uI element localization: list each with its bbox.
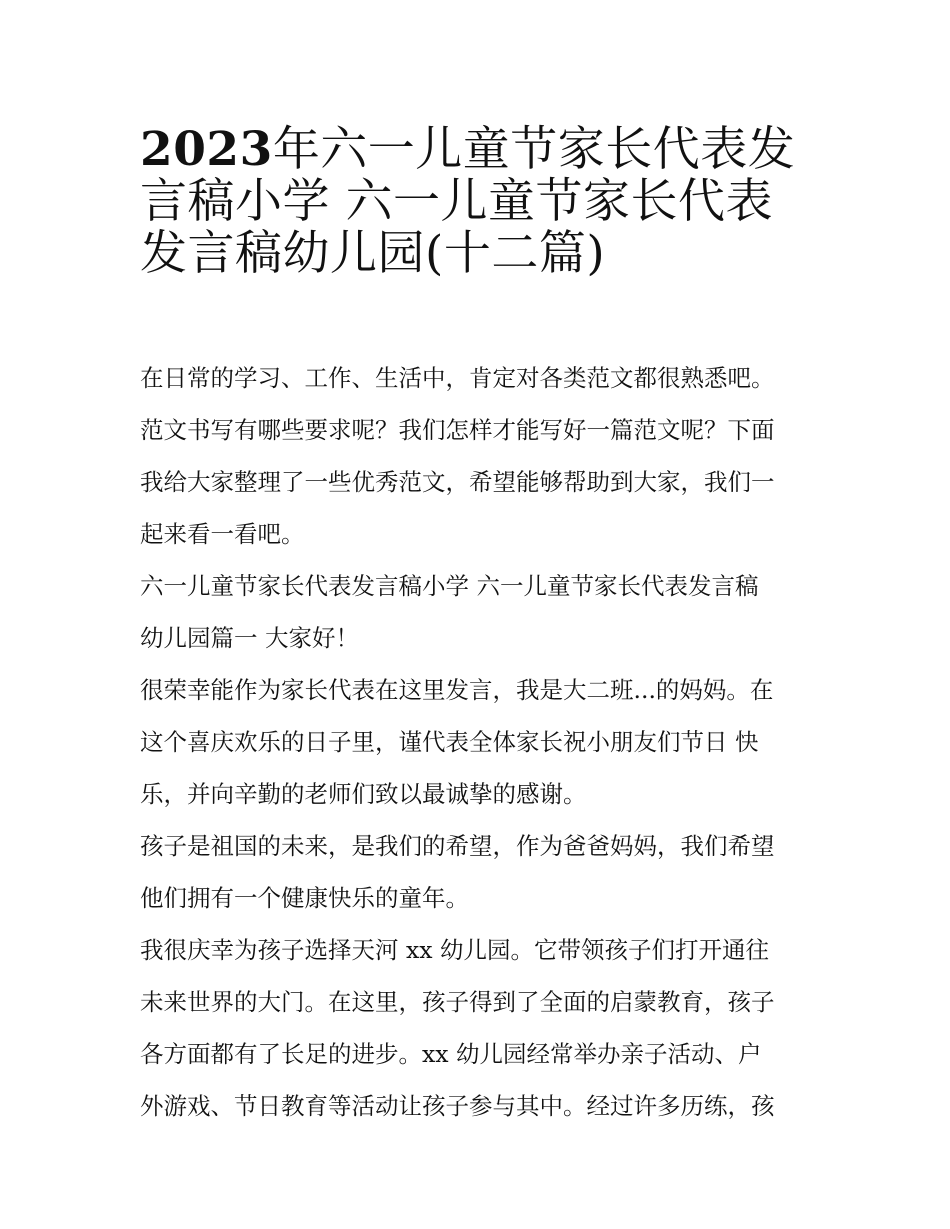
title-line-3: 发言稿幼儿园(十二篇) [140,226,606,281]
body-line: 我很庆幸为孩子选择天河 xx 幼儿园。它带领孩子们打开通往 [140,936,769,964]
body-line: 幼儿园篇一 大家好！ [140,624,359,652]
title-line-1 [140,112,820,177]
body-line: 外游戏、节日教育等活动让孩子参与其中。经过许多历练，孩 [140,1092,775,1120]
body-line: 他们拥有一个健康快乐的童年。 [140,884,469,912]
body-line: 我给大家整理了一些优秀范文，希望能够帮助到大家，我们一 [140,468,775,496]
body-line: 乐，并向辛勤的老师们致以最诚挚的感谢。 [140,780,587,808]
body-line: 很荣幸能作为家长代表在这里发言，我是大二班...的妈妈。在 [140,676,774,704]
title-line-1-text: 年六一儿童节家长代表发 [272,122,796,177]
document-body [140,352,815,1132]
body-line: 孩子是祖国的未来，是我们的希望，作为爸爸妈妈，我们希望 [140,832,775,860]
body-line: 范文书写有哪些要求呢？我们怎样才能写好一篇范文呢？下面 [140,416,775,444]
body-line: 六一儿童节家长代表发言稿小学 六一儿童节家长代表发言稿 [140,572,759,600]
title-line-2: 言稿小学 六一儿童节家长代表 [140,174,773,229]
body-line: 起来看一看吧。 [140,520,305,548]
document-title [140,112,820,281]
body-line: 未来世界的大门。在这里，孩子得到了全面的启蒙教育，孩子 [140,988,775,1016]
body-line: 这个喜庆欢乐的日子里，谨代表全体家长祝小朋友们节日 快 [140,728,759,756]
body-line: 在日常的学习、工作、生活中，肯定对各类范文都很熟悉吧。 [140,364,775,392]
title-year: 2023 [140,122,273,177]
body-line: 各方面都有了长足的进步。xx 幼儿园经常举办亲子活动、户 [140,1040,762,1068]
